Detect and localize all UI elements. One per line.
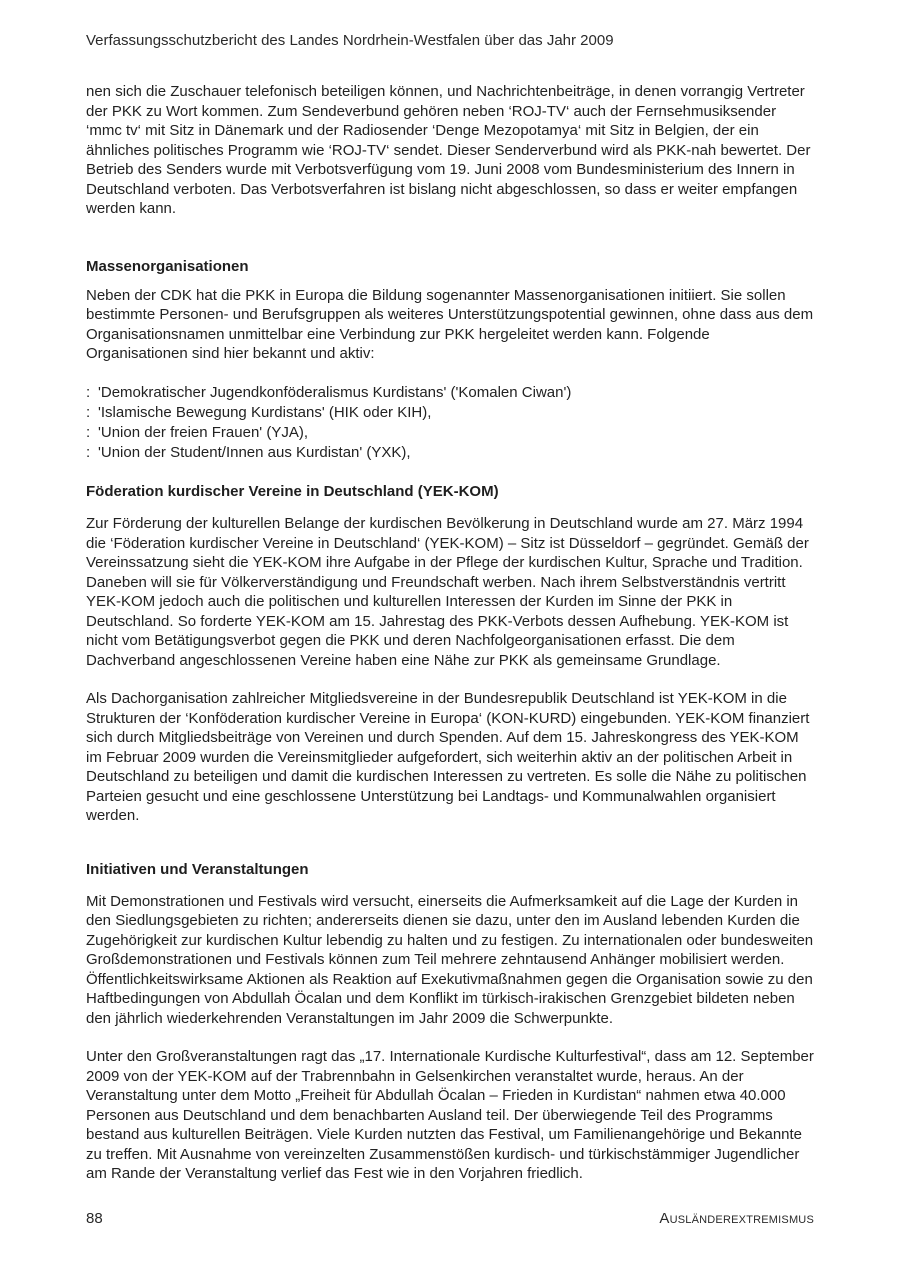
list-marker: :	[86, 403, 91, 421]
list-item	[86, 443, 814, 463]
intro-paragraph: nen sich die Zuschauer telefonisch beteiligen können, und Nachrichtenbeiträge, in denen vorrangig Vertreter der PKK zu Wort kommen. Zum Sendeverbund gehören neben ‘ROJ-TV‘ auch der Fernsehmusiksender ‘mmc tv‘ mit Sitz in Dänemark und der Radiosender ‘Denge Mezopotamya‘ mit Sitz in Belgien, der ein ähnliches politisches Programm wie ‘ROJ-TV‘ sendet. Dieser Senderverbund wird als PKK-nah bewertet. Der Betrieb des Senders wurde mit Verbotsverfügung vom 19. Juni 2008 vom Bundesministerium des Innern in Deutschland verboten. Das Verbotsverfahren ist bislang nicht abgeschlossen, so dass er weiter empfangen werden kann.	[86, 83, 811, 217]
organisation-list	[86, 383, 814, 464]
list-item	[86, 403, 814, 423]
list-item	[86, 383, 814, 403]
list-item-text: 'Islamische Bewegung Kurdistans' (HIK oder KIH),	[98, 403, 432, 421]
initiativen-paragraph-1: Mit Demonstrationen und Festivals wird versucht, einerseits die Aufmerksamkeit auf die Lage der Kurden in den Siedlungsgebieten zu richten; andererseits dienen sie dazu, unter den im Ausland lebenden Kurden die Zugehörigkeit zur kurdischen Kultur lebendig zu halten und zu festigen. Zu internationalen oder bundesweiten Großdemonstrationen und Festivals können zum Teil mehrere zehntausend Anhänger mobilisiert werden. Öffentlichkeitswirksame Aktionen als Reaktion auf Exekutivmaßnahmen gegen die Organisation sowie zu den Haftbedingungen von Abdullah Öcalan und dem Konflikt im türkisch-irakischen Grenzgebiet bildeten neben den jährlich wiederkehrenden Veranstaltungen im Jahr 2009 die Schwerpunkte.	[86, 892, 814, 1027]
list-marker: :	[86, 383, 91, 401]
running-title: Verfassungsschutzbericht des Landes Nordrhein-Westfalen über das Jahr 2009	[86, 32, 614, 49]
massenorganisationen-paragraph: Neben der CDK hat die PKK in Europa die Bildung sogenannter Massenorganisationen initiiert. Sie sollen bestimmte Personen- und Berufsgruppen als weiteres Unterstützungspotential gewinnen, ohne dass aus dem Organisationsnamen unmittelbar eine Verbindung zur PKK hergeleitet werden kann. Folgende Organisationen sind hier bekannt und aktiv:	[86, 286, 814, 362]
list-marker: :	[86, 444, 91, 462]
page-number: 88	[86, 1210, 103, 1227]
list-marker: :	[86, 423, 91, 441]
page-header	[86, 30, 826, 52]
list-item-text: 'Union der Student/Innen aus Kurdistan' (YXK),	[98, 444, 411, 462]
heading-yek-kom: Föderation kurdischer Vereine in Deutschland (YEK-KOM)	[86, 483, 499, 501]
list-item	[86, 423, 814, 443]
footer-section-label: Ausländerextremismus	[659, 1210, 814, 1227]
list-item-text: 'Union der freien Frauen' (YJA),	[98, 423, 308, 441]
heading-initiativen: Initiativen und Veranstaltungen	[86, 860, 309, 878]
initiativen-paragraph-2: Unter den Großveranstaltungen ragt das „17. Internationale Kurdische Kulturfestival“, dass am 12. September 2009 von der YEK-KOM auf der Trabrennbahn in Gelsenkirchen veranstaltet wurde, heraus. An der Veranstaltung unter dem Motto „Freiheit für Abdullah Öcalan – Frieden in Kurdistan“ nahmen etwa 40.000 Personen aus Deutschland und dem benachbarten Ausland teil. Der überwiegende Teil des Programms bestand aus kulturellen Beiträgen. Viele Kurden nutzten das Festival, um Familienangehörige und Bekannte zu treffen. Mit Ausnahme von vereinzelten Zusammenstößen kurdisch- und türkischstämmiger Jugendlicher am Rande der Veranstaltung verlief das Fest wie in den Vorjahren friedlich.	[86, 1048, 814, 1183]
list-item-text: 'Demokratischer Jugendkonföderalismus Kurdistans' ('Komalen Ciwan')	[98, 383, 572, 401]
yek-kom-paragraph-1: Zur Förderung der kulturellen Belange der kurdischen Bevölkerung in Deutschland wurde am 27. März 1994 die ‘Föderation kurdischer Vereine in Deutschland‘ (YEK-KOM) – Sitz ist Düsseldorf – gegründet. Gemäß der Vereinssatzung sieht die YEK-KOM ihre Aufgabe in der Pflege der kurdischen Kultur, Sprache und Tradition. Daneben will sie für Völkerverständigung und Freundschaft werben. Nach ihrem Selbstverständnis vertritt YEK-KOM jedoch auch die politischen und kulturellen Interessen der Kurden im Sinne der PKK in Deutschland. So forderte YEK-KOM am 15. Jahrestag des PKK-Verbots dessen Aufhebung. YEK-KOM ist nicht vom Betätigungsverbot gegen die PKK und deren Nachfolgeorganisationen erfasst. Die dem Dachverband angeschlossenen Vereine haben eine Nähe zur PKK als gemeinsame Grundlage.	[86, 515, 809, 669]
page-content	[86, 82, 814, 1184]
heading-massenorganisationen: Massenorganisationen	[86, 257, 249, 275]
page-footer	[86, 1208, 814, 1230]
yek-kom-paragraph-2: Als Dachorganisation zahlreicher Mitgliedsvereine in der Bundesrepublik Deutschland ist YEK-KOM in die Strukturen der ‘Konföderation kurdischer Vereine in Europa‘ (KON-KURD) eingebunden. YEK-KOM finanziert sich durch Mitgliedsbeiträge von Vereinen und durch Spenden. Auf dem 15. Jahreskongress des YEK-KOM im Februar 2009 wurden die Vereinsmitglieder aufgefordert, sich weiterhin aktiv an der politischen Arbeit in Deutschland zu beteiligen und damit die kurdischen Interessen zu vertreten. Es solle die Nähe zu politischen Parteien gesucht und eine geschlossene Unterstützung bei Landtags- und Kommunalwahlen organisiert werden.	[86, 690, 810, 825]
